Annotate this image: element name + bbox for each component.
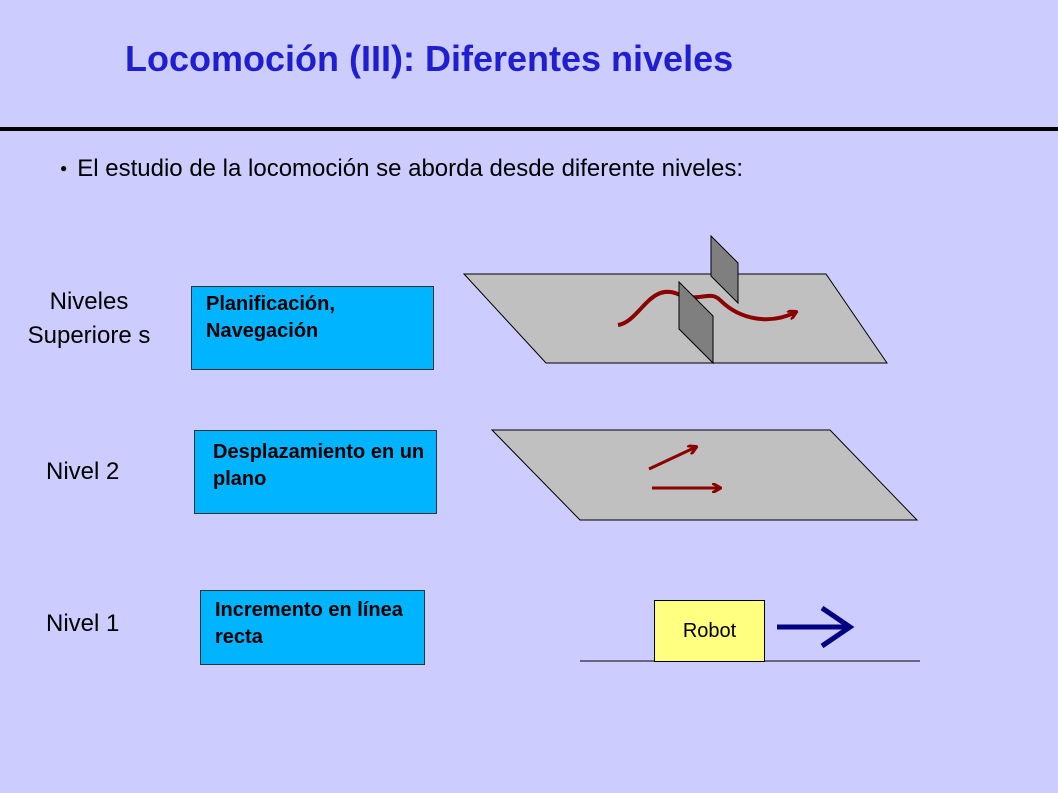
robot-arrow-icon (777, 608, 850, 646)
slide-title: Locomoción (III): Diferentes niveles (125, 38, 734, 79)
upper-plane (464, 274, 887, 363)
robot-block (654, 600, 765, 662)
level-label-upper: Niveles Superiore s (27, 288, 151, 349)
level-box-line: Incremento en línea recta (200, 590, 425, 665)
middle-plane (492, 430, 917, 520)
level-label-1: Nivel 1 (46, 610, 120, 637)
level-box-plane: Desplazamiento en un plano (194, 430, 437, 514)
robot-label: Robot (682, 619, 737, 642)
level-label-2: Nivel 2 (46, 458, 120, 485)
bullet-dot-icon: ● (60, 160, 68, 175)
bullet-text: El estudio de la locomoción se aborda desde diferente niveles: (77, 155, 744, 182)
level-box-planning: Planificación, Navegación (191, 286, 434, 370)
